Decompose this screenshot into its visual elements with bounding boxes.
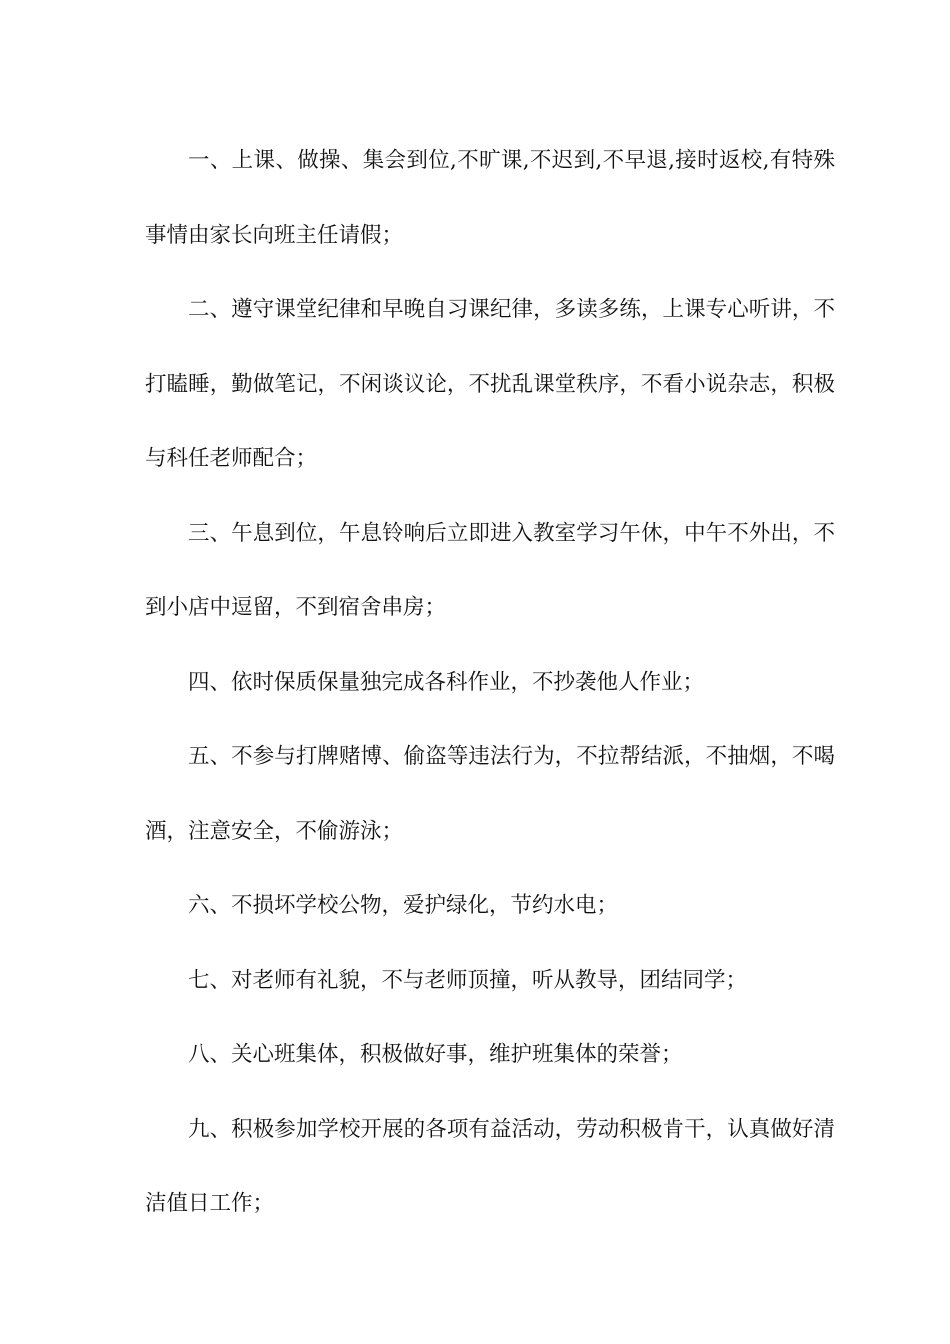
rule-paragraph-7: 七、对老师有礼貌，不与老师顶撞，听从教导，团结同学； (188, 967, 748, 993)
rule-paragraph-5: 五、不参与打牌赌博、偷盗等违法行为，不拉帮结派，不抽烟，不喝酒，注意安全，不偷游泳； (145, 744, 835, 844)
rule-paragraph-9: 九、积极参加学校开展的各项有益活动，劳动积极肯干，认真做好清洁值日工作； (145, 1116, 835, 1216)
rule-paragraph-2: 二、遵守课堂纪律和早晚自习课纪律，多读多练，上课专心听讲，不打瞌睡，勤做笔记，不闲谈议论，不扰乱课堂秩序，不看小说杂志，积极与科任老师配合； (145, 297, 835, 471)
rule-paragraph-8: 八、关心班集体，积极做好事，维护班集体的荣誉； (188, 1042, 683, 1067)
document-body (145, 124, 835, 1242)
rule-paragraph-4: 四、依时保质保量独完成各科作业，不抄袭他人作业； (188, 669, 705, 695)
rule-paragraph-1: 一、上课、做操、集会到位,不旷课,不迟到,不早退,接时返校,有特殊事情由家长向班主任请假； (145, 148, 835, 248)
rule-paragraph-6: 六、不损坏学校公物，爱护绿化，节约水电； (188, 893, 619, 918)
rule-paragraph-3: 三、午息到位，午息铃响后立即进入教室学习午休，中午不外出，不到小店中逗留，不到宿舍串房； (145, 520, 835, 620)
